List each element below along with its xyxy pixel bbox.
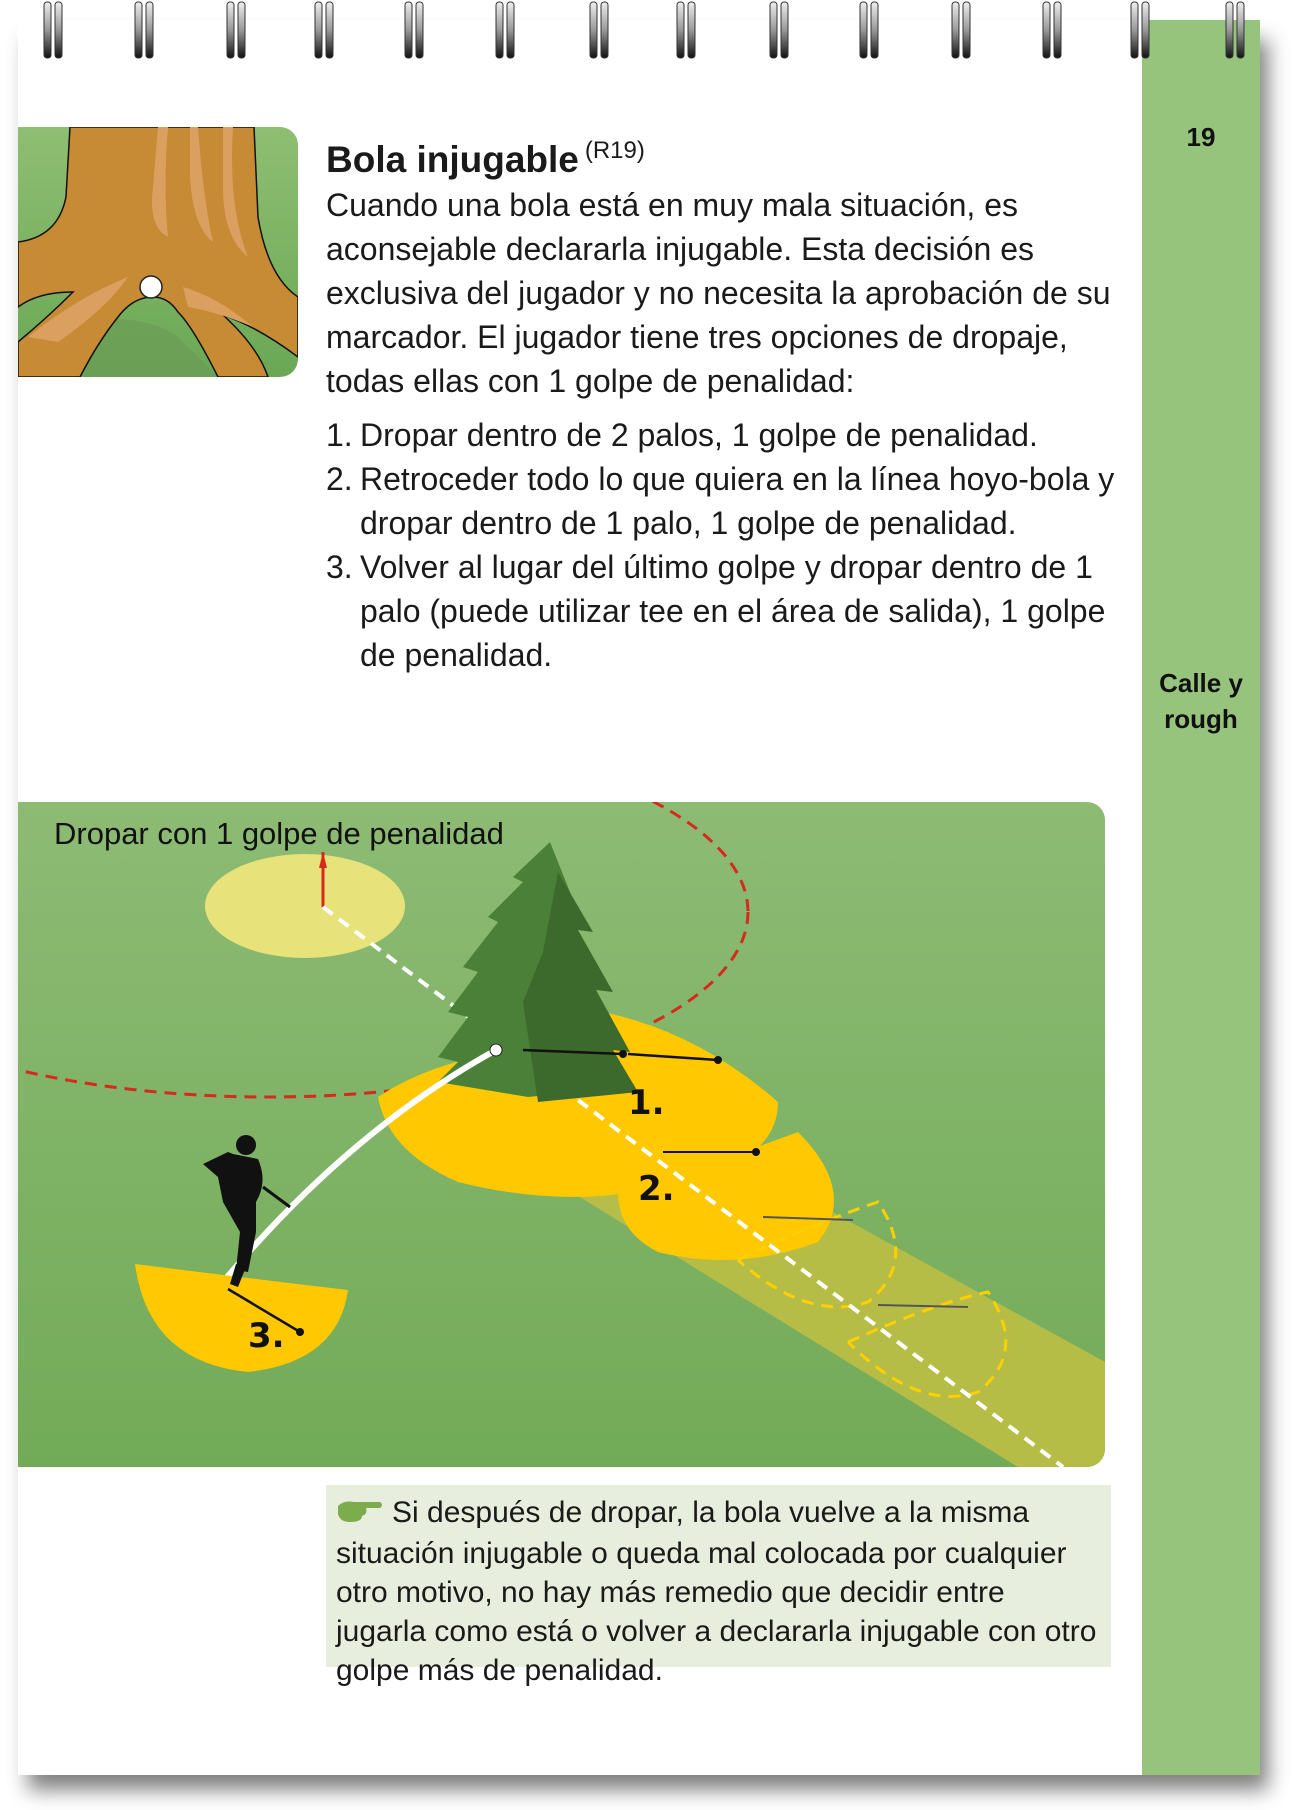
section-label-line2: rough <box>1164 704 1238 734</box>
section-label <box>1142 665 1260 737</box>
option-text: Dropar dentro de 2 palos, 1 golpe de penalidad. <box>360 417 1038 453</box>
option-text: Retroceder todo lo que quiera en la línea hoyo-bola y dropar dentro de 1 palo, 1 golpe de penalidad. <box>360 461 1115 541</box>
pointing-hand-icon <box>336 1495 384 1534</box>
tip-text: Si después de dropar, la bola vuelve a la misma situación injugable o queda mal colocada por cualquier otro motivo, no hay más remedio que decidir entre jugarla como está o volver a declararla injugable con otro golpe más de penalidad. <box>336 1496 1097 1687</box>
option-number: 2. <box>326 461 353 497</box>
intro-paragraph: Cuando una bola está en muy mala situación, es aconsejable declararla injugable. Esta decisión es exclusiva del jugador y no necesita la aprobación de su marcador. El jugador tiene tres opciones de dropaje, todas ellas con 1 golpe de penalidad: <box>326 187 1111 399</box>
option-number: 3. <box>326 549 353 585</box>
rule-title <box>326 128 1126 183</box>
option-item <box>326 413 1126 457</box>
title-text: Bola injugable <box>326 139 579 180</box>
notebook-page <box>18 20 1260 1775</box>
rule-reference: (R19) <box>584 137 645 164</box>
option-item <box>326 457 1126 545</box>
svg-text:3.: 3. <box>248 1316 285 1356</box>
tree-roots-illustration <box>18 127 298 377</box>
diagram-title: Dropar con 1 golpe de penalidad <box>54 816 504 851</box>
option-number: 1. <box>326 417 353 453</box>
svg-text:2.: 2. <box>638 1169 675 1209</box>
tip-box <box>326 1485 1111 1687</box>
page-number: 19 <box>1186 122 1216 152</box>
option-text: Volver al lugar del último golpe y dropar dentro de 1 palo (puede utilizar tee en el área de salida), 1 golpe de penalidad. <box>360 549 1106 673</box>
drop-options-diagram <box>18 802 1105 1467</box>
rule-text <box>326 128 1126 677</box>
section-label-line1: Calle y <box>1159 668 1243 698</box>
drop-options-list <box>326 413 1126 677</box>
spiral-binding <box>0 0 1292 60</box>
section-tab <box>1142 20 1260 1775</box>
option-item <box>326 545 1126 677</box>
svg-text:1.: 1. <box>628 1083 665 1123</box>
